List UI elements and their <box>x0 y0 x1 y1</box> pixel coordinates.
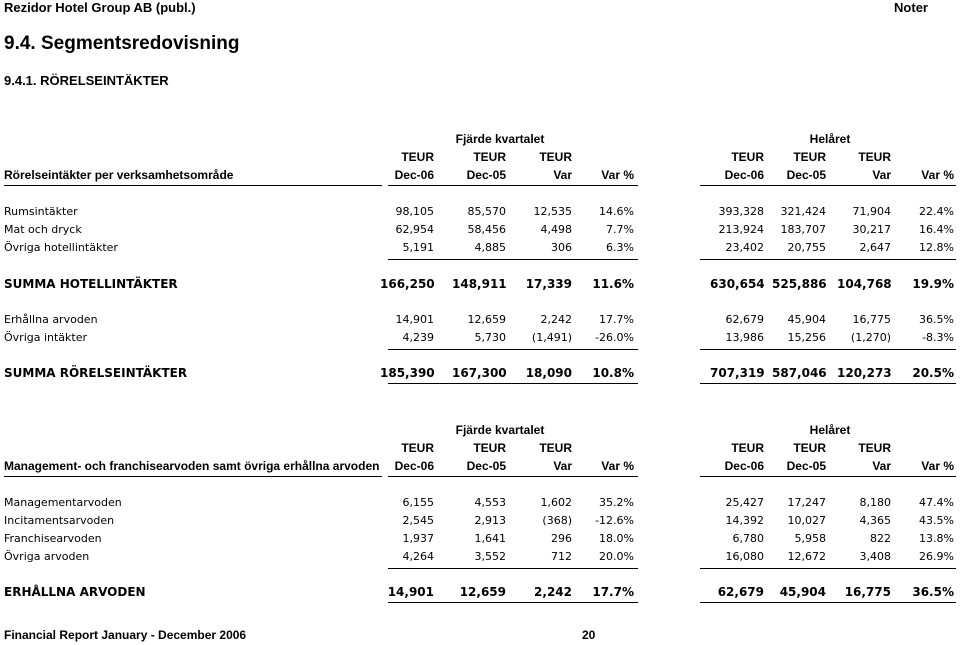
cell: 26.9% <box>919 550 954 563</box>
subtotal-divider <box>700 349 956 350</box>
subtotal-divider <box>700 259 956 260</box>
header-divider <box>4 476 382 477</box>
row-label: Erhållna arvoden <box>4 313 98 326</box>
cell: 148,911 <box>452 277 507 291</box>
row-label: Managementarvoden <box>4 496 122 509</box>
subtotal-divider <box>700 568 956 569</box>
cell: 25,427 <box>725 496 764 509</box>
total-divider <box>700 602 956 603</box>
header-divider <box>388 476 638 477</box>
section-name: Noter <box>894 0 928 15</box>
cell: 17,247 <box>787 496 826 509</box>
cell: 321,424 <box>780 205 826 218</box>
row-label: Rumsintäkter <box>4 205 78 218</box>
cell: 5,958 <box>794 532 826 545</box>
table-row-total <box>0 583 960 601</box>
cell: 6,155 <box>402 496 434 509</box>
unit-header: TEUR <box>858 441 891 455</box>
cell: 98,105 <box>395 205 434 218</box>
cell: 4,365 <box>859 514 891 527</box>
table-row-total <box>0 275 960 293</box>
table-row <box>0 530 960 548</box>
unit-header: TEUR <box>401 150 434 164</box>
cell: 18,090 <box>525 366 572 380</box>
cell: 30,217 <box>852 223 891 236</box>
subtotal-divider <box>388 349 638 350</box>
cell: 36.5% <box>912 585 954 599</box>
unit-header: TEUR <box>473 150 506 164</box>
company-name: Rezidor Hotel Group AB (publ.) <box>4 0 196 15</box>
table-row <box>0 494 960 512</box>
table-row-total <box>0 364 960 382</box>
cell: 120,273 <box>837 366 892 380</box>
cell: 587,046 <box>772 366 827 380</box>
cell: 85,570 <box>467 205 506 218</box>
column-header: Dec-06 <box>724 168 764 182</box>
cell: 45,904 <box>779 585 826 599</box>
cell: 4,885 <box>474 241 506 254</box>
column-header: Var % <box>601 459 634 473</box>
cell: 393,328 <box>718 205 764 218</box>
cell: 62,679 <box>717 585 764 599</box>
cell: 14,392 <box>725 514 764 527</box>
cell: 17,339 <box>525 277 572 291</box>
column-header: Var % <box>921 168 954 182</box>
cell: 45,904 <box>787 313 826 326</box>
total-divider <box>388 383 638 384</box>
row-label: ERHÅLLNA ARVODEN <box>4 585 146 599</box>
cell: 2,545 <box>402 514 434 527</box>
cell: 525,886 <box>772 277 827 291</box>
cell: 1,602 <box>540 496 572 509</box>
cell: (1,491) <box>531 331 572 344</box>
cell: 1,937 <box>402 532 434 545</box>
cell: 18.0% <box>599 532 634 545</box>
cell: 14,901 <box>387 585 434 599</box>
cell: 14,901 <box>395 313 434 326</box>
total-divider <box>388 602 638 603</box>
cell: 6.3% <box>606 241 634 254</box>
cell: 47.4% <box>919 496 954 509</box>
cell: 822 <box>870 532 891 545</box>
cell: -26.0% <box>595 331 634 344</box>
table-row-label-header: Rörelseintäkter per verksamhetsområde <box>4 168 234 182</box>
cell: 6,780 <box>732 532 764 545</box>
cell: 20,755 <box>787 241 826 254</box>
cell: 3,552 <box>474 550 506 563</box>
group-header-year: Helåret <box>809 132 851 146</box>
table-row <box>0 512 960 530</box>
cell: 296 <box>551 532 572 545</box>
unit-header: TEUR <box>401 441 434 455</box>
cell: 17.7% <box>592 585 634 599</box>
cell: 167,300 <box>452 366 507 380</box>
column-header: Var <box>553 168 572 182</box>
unit-header: TEUR <box>731 150 764 164</box>
column-header: Dec-05 <box>786 168 826 182</box>
row-label: Incitamentsarvoden <box>4 514 115 527</box>
page-title: 9.4. Segmentsredovisning <box>4 33 240 54</box>
row-label: SUMMA HOTELLINTÄKTER <box>4 277 178 291</box>
cell: 2,913 <box>474 514 506 527</box>
header-divider <box>700 476 956 477</box>
cell: 23,402 <box>725 241 764 254</box>
cell: 20.5% <box>912 366 954 380</box>
cell: 8,180 <box>859 496 891 509</box>
row-label: Övriga hotellintäkter <box>4 241 118 254</box>
cell: 20.0% <box>599 550 634 563</box>
cell: 2,242 <box>534 585 572 599</box>
cell: 71,904 <box>852 205 891 218</box>
table-row <box>0 239 960 257</box>
column-header: Var <box>553 459 572 473</box>
cell: 22.4% <box>919 205 954 218</box>
cell: 185,390 <box>380 366 435 380</box>
total-divider <box>700 383 956 384</box>
cell: 183,707 <box>780 223 826 236</box>
unit-header: TEUR <box>858 150 891 164</box>
group-header-year: Helåret <box>809 423 851 437</box>
cell: 5,191 <box>402 241 434 254</box>
unit-header: TEUR <box>539 441 572 455</box>
cell: 16,080 <box>725 550 764 563</box>
cell: 14.6% <box>599 205 634 218</box>
cell: 62,954 <box>395 223 434 236</box>
unit-header: TEUR <box>539 150 572 164</box>
cell: 306 <box>551 241 572 254</box>
row-label: Franchisearvoden <box>4 532 102 545</box>
subtotal-divider <box>388 259 638 260</box>
cell: 11.6% <box>592 277 634 291</box>
cell: -12.6% <box>595 514 634 527</box>
cell: 5,730 <box>474 331 506 344</box>
group-header-quarter: Fjärde kvartalet <box>455 423 545 437</box>
cell: 58,456 <box>467 223 506 236</box>
column-header: Var <box>872 168 891 182</box>
subtotal-divider <box>388 568 638 569</box>
cell: 10,027 <box>787 514 826 527</box>
cell: 104,768 <box>837 277 892 291</box>
table-row <box>0 221 960 239</box>
column-header: Dec-06 <box>394 459 434 473</box>
footer-report-title: Financial Report January - December 2006 <box>4 628 247 642</box>
header-divider <box>4 185 382 186</box>
table-row <box>0 548 960 566</box>
cell: 35.2% <box>599 496 634 509</box>
section-subtitle: 9.4.1. RÖRELSEINTÄKTER <box>4 73 169 88</box>
column-header: Dec-05 <box>466 168 506 182</box>
cell: 12,659 <box>467 313 506 326</box>
cell: 62,679 <box>725 313 764 326</box>
table-row <box>0 329 960 347</box>
header-divider <box>388 185 638 186</box>
cell: 16.4% <box>919 223 954 236</box>
cell: 43.5% <box>919 514 954 527</box>
cell: 7.7% <box>606 223 634 236</box>
cell: 2,242 <box>540 313 572 326</box>
cell: (368) <box>542 514 572 527</box>
page-number: 20 <box>582 628 596 642</box>
cell: 13.8% <box>919 532 954 545</box>
unit-header: TEUR <box>731 441 764 455</box>
table-row <box>0 311 960 329</box>
cell: 712 <box>551 550 572 563</box>
cell: 17.7% <box>599 313 634 326</box>
cell: 12,659 <box>459 585 506 599</box>
column-header: Var <box>872 459 891 473</box>
cell: 166,250 <box>380 277 435 291</box>
cell: 36.5% <box>919 313 954 326</box>
column-header: Var % <box>601 168 634 182</box>
cell: 213,924 <box>718 223 764 236</box>
cell: 4,498 <box>540 223 572 236</box>
cell: 12,535 <box>533 205 572 218</box>
table-row-label-header: Management- och franchisearvoden samt övriga erhållna arvoden <box>4 459 380 473</box>
group-header-quarter: Fjärde kvartalet <box>455 132 545 146</box>
table-row <box>0 203 960 221</box>
header-divider <box>700 185 956 186</box>
cell: 1,641 <box>474 532 506 545</box>
cell: 4,553 <box>474 496 506 509</box>
cell: 2,647 <box>859 241 891 254</box>
cell: 10.8% <box>592 366 634 380</box>
cell: 16,775 <box>844 585 891 599</box>
cell: 12.8% <box>919 241 954 254</box>
column-header: Dec-06 <box>724 459 764 473</box>
cell: (1,270) <box>850 331 891 344</box>
cell: 12,672 <box>787 550 826 563</box>
row-label: Övriga arvoden <box>4 550 90 563</box>
column-header: Dec-05 <box>786 459 826 473</box>
row-label: Mat och dryck <box>4 223 82 236</box>
cell: 630,654 <box>710 277 765 291</box>
cell: 13,986 <box>725 331 764 344</box>
column-header: Dec-05 <box>466 459 506 473</box>
row-label: Övriga intäkter <box>4 331 88 344</box>
unit-header: TEUR <box>473 441 506 455</box>
cell: 4,264 <box>402 550 434 563</box>
cell: 4,239 <box>402 331 434 344</box>
column-header: Var % <box>921 459 954 473</box>
column-header: Dec-06 <box>394 168 434 182</box>
cell: 15,256 <box>787 331 826 344</box>
cell: 19.9% <box>912 277 954 291</box>
unit-header: TEUR <box>793 150 826 164</box>
cell: 707,319 <box>710 366 765 380</box>
cell: 16,775 <box>852 313 891 326</box>
row-label: SUMMA RÖRELSEINTÄKTER <box>4 366 188 380</box>
cell: 3,408 <box>859 550 891 563</box>
cell: -8.3% <box>922 331 954 344</box>
unit-header: TEUR <box>793 441 826 455</box>
